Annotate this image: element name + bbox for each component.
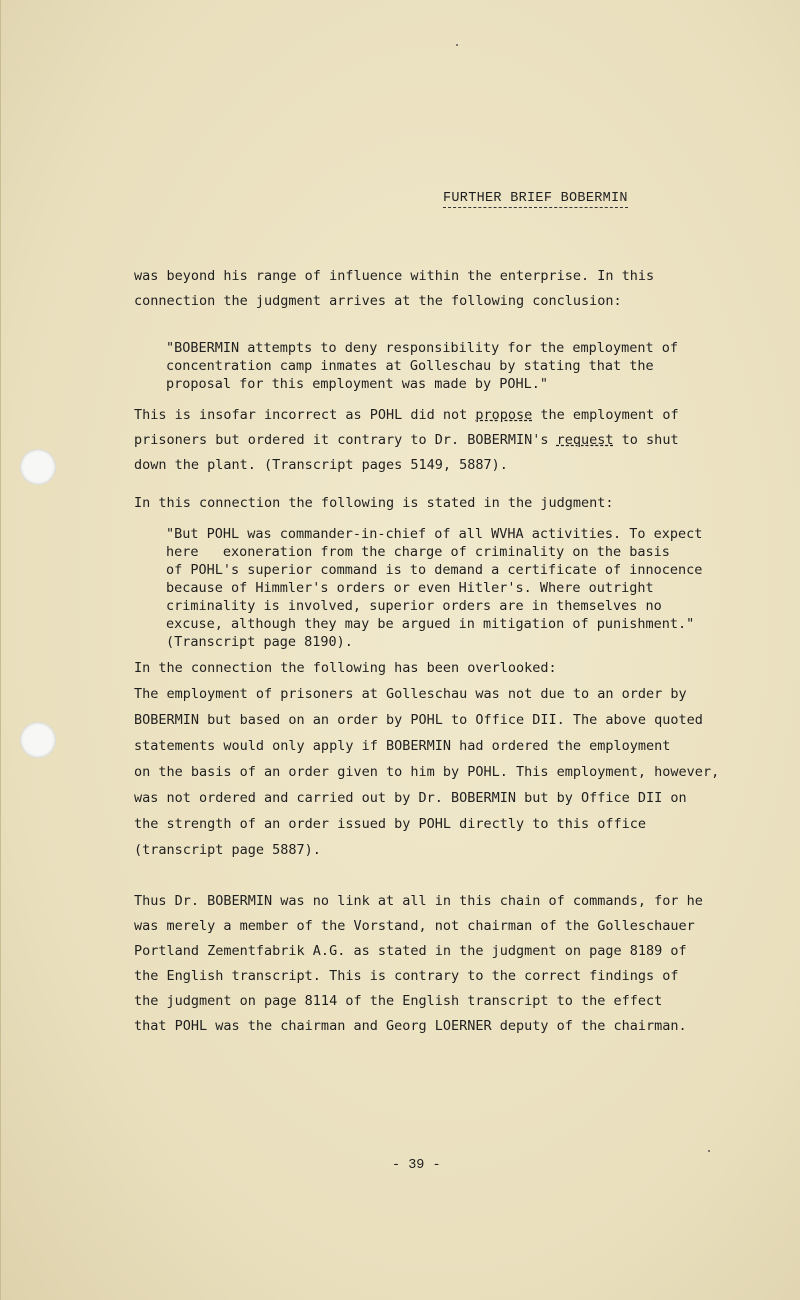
punch-hole-bottom [20, 722, 56, 758]
paragraph-1: was beyond his range of influence within the enterprise. In this connection the judgment arrives at the following conclusion: [134, 268, 655, 309]
quote-2: "But POHL was commander-in-chief of all WVHA activities. To expect here exoneration from the charge of criminality on the basis of POHL's superior command is to demand a certificate of innocence because of Himmler's orders or even Hitler's. Where outright criminality is involved, superior orders are in themselves no excuse, although they may be argued in mitigation of punishment." (Transcript page 8190). [166, 526, 703, 650]
underlined-propose: propose [475, 407, 533, 423]
underlined-request: request [556, 432, 614, 448]
paragraph-2 [134, 403, 679, 478]
paragraph-2-text-a: This is insofar incorrect as POHL did not [134, 407, 476, 423]
page-edge [0, 0, 1, 1300]
paper-speck [456, 44, 458, 46]
paragraph-5: Thus Dr. BOBERMIN was no link at all in this chain of commands, for he was merely a member of the Vorstand, not chairman of the Golleschauer Portland Zementfabrik A.G. as stated in the judgment on page 8189 of the English transcript. This is contrary to the correct findings of the judgment on page 8114 of the English transcript to the effect that POHL was the chairman and Georg LOERNER deputy of the chairman. [134, 893, 703, 1034]
paper-speck [708, 1150, 710, 1152]
paragraph-4: In the connection the following has been overlooked: The employment of prisoners at Golleschau was not due to an order by BOBERMIN but based on an order by POHL to Office DII. The above quoted statements would only apply if BOBERMIN had ordered the employment on the basis of an order given to him by POHL. This employment, however, was not ordered and carried out by Dr. BOBERMIN but by Office DII on the strength of an order issued by POHL directly to this office (transcript page 5887). [134, 660, 720, 858]
paragraph-3: In this connection the following is stated in the judgment: [134, 495, 614, 511]
paragraph-2-text-c: to shut down the plant. (Transcript pages 5149, 5887). [134, 432, 679, 473]
document-header: FURTHER BRIEF BOBERMIN [443, 191, 628, 206]
page-number: - 39 - [392, 1158, 441, 1173]
paragraph-2-text-b: the employment of prisoners but ordered it contrary to Dr. BOBERMIN's [134, 407, 679, 448]
punch-hole-top [20, 449, 56, 485]
quote-1: "BOBERMIN attempts to deny responsibility for the employment of concentration camp inmates at Golleschau by stating that the proposal for this employment was made by POHL." [166, 340, 679, 392]
